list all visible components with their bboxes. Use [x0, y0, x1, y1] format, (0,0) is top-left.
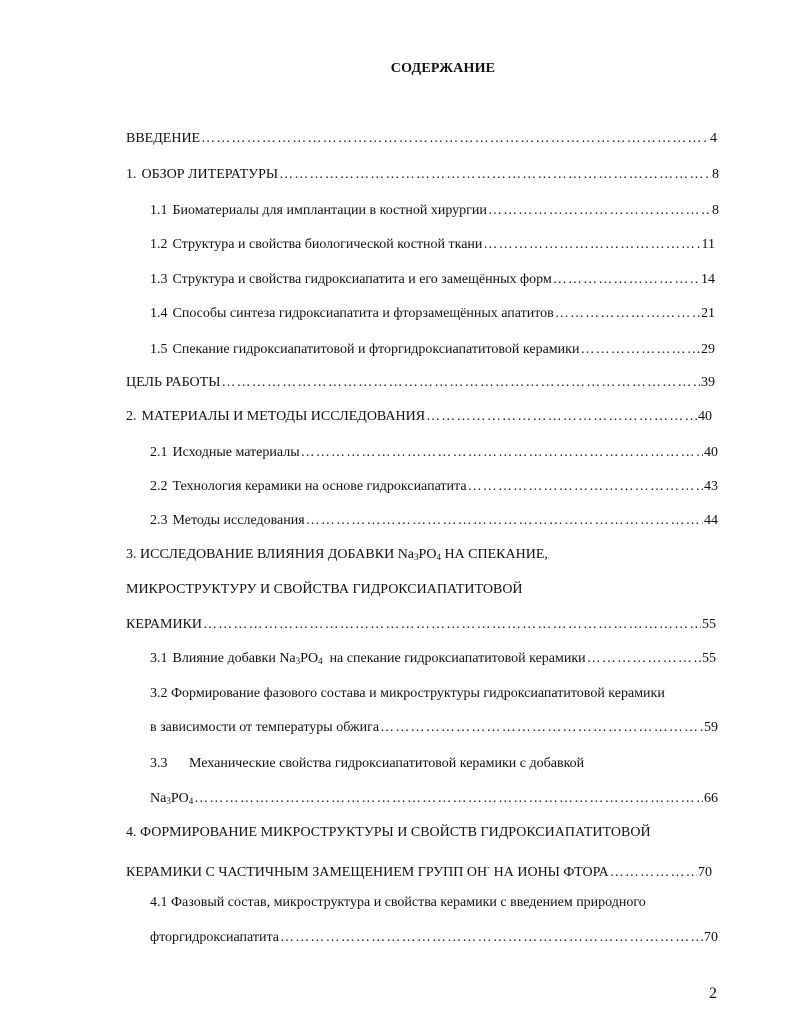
toc-entry-3-2-line1 [150, 685, 665, 703]
subscript: 4 [188, 796, 194, 806]
toc-page-number: 4 [710, 131, 717, 146]
toc-entry-chapter-3-line3 [126, 616, 716, 634]
leader-dots [301, 444, 703, 462]
subscript: 4 [436, 552, 441, 562]
toc-entry-text: ИССЛЕДОВАНИЕ ВЛИЯНИЯ ДОБАВКИ Na [140, 547, 415, 562]
leader-dots [203, 616, 701, 634]
toc-entry-text: в зависимости от температуры обжига [150, 720, 380, 735]
toc-entry-number: 3.3 [150, 756, 168, 771]
leader-dots [279, 166, 711, 184]
toc-entry-number: 1.3 [150, 272, 168, 287]
leader-dots [610, 864, 697, 882]
toc-entry-number: 2.2 [150, 479, 168, 494]
toc-entry-chapter-3-line2 [126, 581, 523, 599]
toc-entry-2-2 [150, 478, 718, 496]
toc-entry-4-1-line1 [150, 894, 646, 912]
subscript: 3 [295, 656, 301, 666]
leader-dots [426, 408, 697, 426]
toc-entry-text: НА СПЕКАНИЕ, [440, 547, 548, 562]
toc-entry-text: Структура и свойства гидроксиапатита и его замещённых форм [172, 272, 552, 287]
toc-entry-number: 1.1 [150, 203, 168, 218]
toc-entry-chapter-1 [126, 166, 719, 184]
leader-dots [194, 790, 703, 808]
toc-entry-1-1 [150, 202, 719, 220]
toc-entry-3-2-line2 [150, 719, 718, 737]
toc-entry-chapter-2 [126, 408, 712, 426]
toc-entry-text: $Na_3PO_4$ [150, 791, 194, 806]
toc-entry-number: 4. [126, 825, 137, 840]
toc-page-number: 40 [704, 445, 718, 460]
toc-entry-number: 4.1 [150, 895, 168, 910]
leader-dots [483, 236, 700, 254]
toc-entry-text: ВВЕДЕНИЕ [126, 131, 201, 146]
toc-entry-2-3 [150, 512, 718, 530]
toc-entry-text: Фазовый состав, микроструктура и свойства керамики с введением природного [171, 895, 646, 910]
toc-page-number: 21 [701, 306, 715, 321]
toc-entry-4-1-line2 [150, 929, 718, 947]
toc-entry-number: 3.2 [150, 686, 168, 701]
toc-entry-number: 3. [126, 547, 137, 562]
superscript: - [487, 862, 491, 872]
leader-dots [280, 929, 703, 947]
toc-page-number: 14 [701, 272, 715, 287]
toc-entry-introduction [126, 130, 717, 148]
toc-page-number: 8 [712, 167, 719, 182]
toc-entry-text: Влияние добавки $Na_3PO_4$ на спекание гидроксиапатитовой керамики [172, 651, 586, 666]
toc-page-number: 55 [702, 617, 716, 632]
toc-entry-text: Исходные материалы [172, 445, 300, 460]
toc-entry-text: Технология керамики на основе гидроксиапатита [172, 479, 467, 494]
toc-entry-text: Способы синтеза гидроксиапатита и фторзамещённых апатитов [172, 306, 554, 321]
toc-entry-number: 1.5 [150, 342, 168, 357]
toc-page-number: 11 [701, 237, 715, 252]
leader-dots [488, 202, 711, 220]
toc-entry-3-3-line2 [150, 790, 718, 810]
toc-entry-chapter-3-line1 [126, 546, 548, 566]
toc-entry-1-3 [150, 271, 715, 289]
subscript: 3 [414, 552, 419, 562]
toc-entry-text: Методы исследования [172, 513, 305, 528]
toc-page-number: 44 [704, 513, 718, 528]
toc-entry-text: Структура и свойства биологической костной ткани [172, 237, 483, 252]
toc-page-number: 70 [704, 930, 718, 945]
toc-entry-text: Биоматериалы для имплантации в костной хирургии [172, 203, 487, 218]
leader-dots [221, 374, 700, 392]
leader-dots [201, 130, 709, 148]
toc-entry-number: 2.3 [150, 513, 168, 528]
toc-page-number: 70 [698, 865, 712, 880]
toc-entry-chapter-4-line1 [126, 824, 651, 842]
toc-entry-text: PO [418, 547, 437, 562]
toc-entry-text: КЕРАМИКИ С ЧАСТИЧНЫМ ЗАМЕЩЕНИЕМ ГРУПП ОН- НА ИОНЫ ФТОРА [126, 862, 609, 880]
toc-entry-number: 1.4 [150, 306, 168, 321]
leader-dots [468, 478, 703, 496]
leader-dots [587, 650, 701, 668]
toc-page-number: 66 [704, 791, 718, 806]
toc-entry-text: МАТЕРИАЛЫ И МЕТОДЫ ИССЛЕДОВАНИЯ [141, 409, 426, 424]
subscript: 3 [166, 796, 171, 806]
toc-entry-text: ЦЕЛЬ РАБОТЫ [126, 375, 221, 390]
toc-entry-chapter-4-line2 [126, 858, 712, 882]
toc-page-number: 59 [704, 720, 718, 735]
page-title: СОДЕРЖАНИЕ [390, 61, 496, 76]
toc-entry-1-4 [150, 305, 715, 323]
leader-dots [380, 719, 703, 737]
toc-entry-2-1 [150, 444, 718, 462]
toc-entry-3-1 [150, 650, 716, 670]
toc-entry-number: 2. [126, 409, 137, 424]
toc-entry-number: 2.1 [150, 445, 168, 460]
leader-dots [553, 271, 700, 289]
toc-entry-1-5 [150, 341, 715, 359]
toc-entry-number: 1.2 [150, 237, 168, 252]
toc-entry-text: Спекание гидроксиапатитовой и фторгидроксиапатитовой керамики [172, 342, 580, 357]
toc-page-number: 55 [702, 651, 716, 666]
toc-entry-text: МИКРОСТРУКТУРУ И СВОЙСТВА ГИДРОКСИАПАТИТОВОЙ [126, 582, 523, 597]
toc-page-number: 29 [701, 342, 715, 357]
toc-entry-text: фторгидроксиапатита [150, 930, 280, 945]
leader-dots [555, 305, 700, 323]
toc-entry-text: ОБЗОР ЛИТЕРАТУРЫ [141, 167, 279, 182]
toc-page-number: 43 [704, 479, 718, 494]
toc-page-number: 40 [698, 409, 712, 424]
toc-entry-text: Механические свойства гидроксиапатитовой керамики с добавкой [189, 756, 585, 771]
toc-entry-number: 1. [126, 167, 137, 182]
toc-entry-text: КЕРАМИКИ [126, 617, 203, 632]
toc-entry-text: ФОРМИРОВАНИЕ МИКРОСТРУКТУРЫ И СВОЙСТВ ГИДРОКСИАПАТИТОВОЙ [140, 825, 651, 840]
subscript: 4 [318, 656, 323, 666]
leader-dots [306, 512, 703, 530]
toc-page-number: 8 [712, 203, 719, 218]
toc-entry-3-3-line1 [150, 755, 584, 773]
toc-page-number: 39 [701, 375, 715, 390]
toc-entry-goal [126, 374, 715, 392]
toc-entry-number: 3.1 [150, 651, 168, 666]
leader-dots [580, 341, 700, 359]
toc-entry-1-2 [150, 236, 715, 254]
toc-entry-text: Формирование фазового состава и микроструктуры гидроксиапатитовой керамики [171, 686, 665, 701]
page-number: 2 [709, 985, 717, 1002]
